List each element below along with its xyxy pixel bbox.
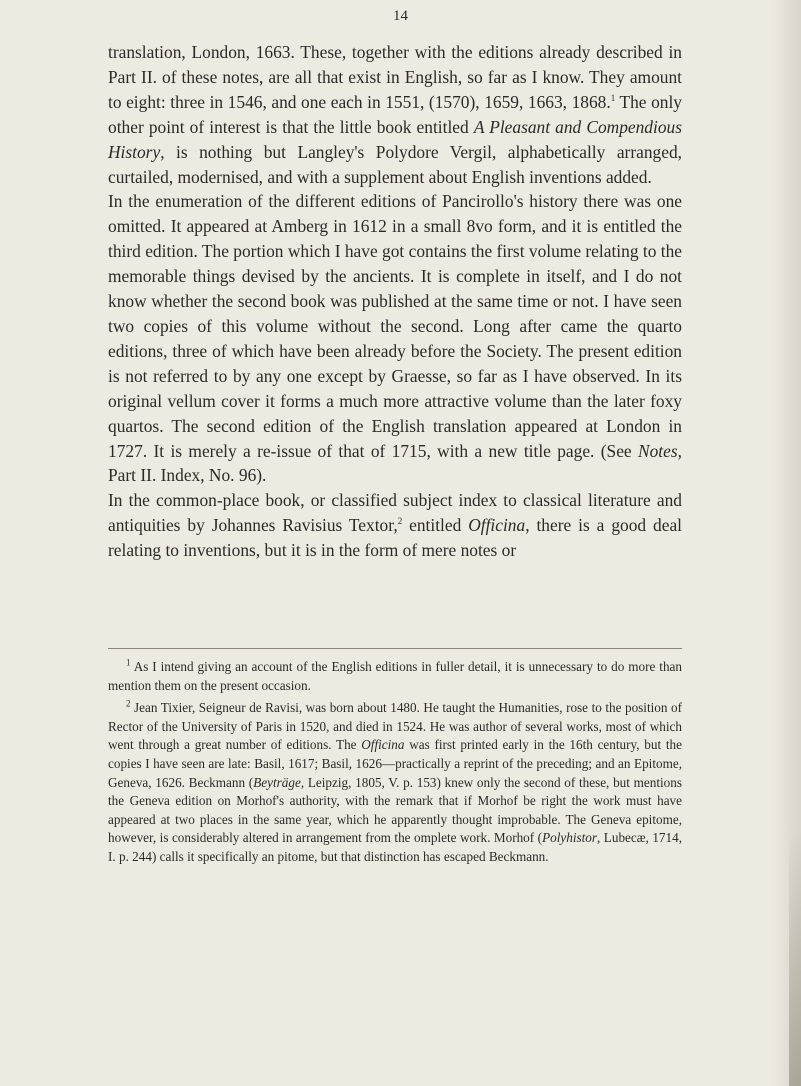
footnote-ref-1: 1 [610,93,616,104]
page-number: 14 [393,8,408,24]
notes-ref: Notes [638,440,678,461]
paragraph-3: In the common-place book, or classified subject index to classical literature and antiquities by Johannes Ravisius Textor,$^2$ entitled Officina, there is a good deal relating to inventions, but it is in the form of mere notes or [108,490,682,561]
footnote-ref-2: 2 [397,516,403,527]
paragraph-1: translation, London, 1663. These, together with the editions already described in Part II. of these notes, are all that exist in English, so far as I know. They amount to eight: three in 1546, and one each in 1551, (1570), 1659, 1663, 1868.$^1$ The only other point of interest is that the little book entitled A Pleasant and Compendious History, is nothing but Langley's Polydore Vergil, alphabetically arranged, curtailed, modernised, and with a supplement about English inventions added. [108,42,682,187]
footnote-1: $^1$ As I intend giving an account of the English editions in fuller detail, it is unnecessary to do more than mention them on the present occasion. [108,657,682,693]
officina-title: Officina [468,515,526,536]
footnote-2: $^2$ Jean Tixier, Seigneur de Ravisi, was born about 1480. He taught the Humanities, rose to the position of Rector of the University of Paris in 1520, and died in 1524. He was author of several works, most of which went through a great number of editions. The Officina was first printed early in the 16th century, but the copies I have seen are late: Basil, 1617; Basil, 1626—practically a reprint of the preceding; and an Epitome, Geneva, 1626. Beckmann (Beyträge, Leipzig, 1805, V. p. 153) knew only the second of these, but mentions the Geneva edition on Morhof's authority, with the remark that if Morhof be right the work must have appeared at two places in the same year, which he apparently thought improbable. The Geneva epitome, however, is considerably altered in arrangement from the omplete work. Morhof (Polyhistor, Lubecæ, 1714, I. p. 244) calls it specifically an pitome, but that distinction has escaped Beckmann. [108,698,683,864]
book-title: A Pleasant and Compendious History [108,116,682,162]
main-text [108,40,682,563]
page-edge-stain [789,830,801,1086]
footnote-divider [108,648,682,649]
footnotes [108,658,682,871]
paragraph-2: In the enumeration of the different editions of Pancirollo's history there was one omitted. It appeared at Amberg in 1612 in a small 8vo form, and it is entitled the third edition. The portion which I have got contains the first volume relating to the memorable things devised by the ancients. It is complete in itself, and I do not know whether the second book was published at the same time or not. I have seen two copies of this volume without the second. Long after came the quarto editions, three of which have been already before the Society. The present edition is not referred to by any one except by Graesse, so far as I have observed. In its original vellum cover it forms a much more attractive volume than the later foxy quartos. The second edition of the English translation appeared at London in 1727. It is merely a re-issue of that of 1715, with a new title page. (See Notes, Part II. Index, No. 96). [108,191,682,486]
